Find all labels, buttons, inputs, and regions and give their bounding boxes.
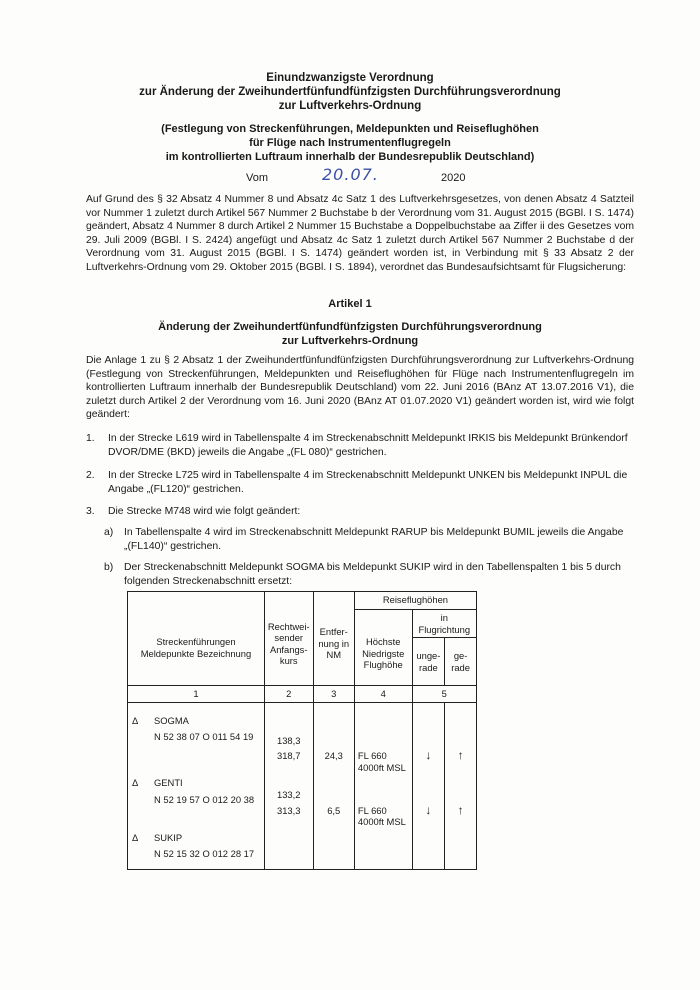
subtitle-line-1: (Festlegung von Streckenführungen, Meldepunkten und Reiseflughöhen <box>161 123 539 135</box>
date-year: 2020 <box>441 172 466 184</box>
reporting-point-name: SUKIP <box>154 831 183 843</box>
header-even: ge-rade <box>445 638 477 686</box>
subitem-text: Der Streckenabschnitt Meldepunkt SOGMA bis Meldepunkt SUKIP wird in den Tabellenspalten 1 bis 5 durch folgenden Streckenabschnitt ersetzt: <box>124 562 621 587</box>
reporting-point-coordinates: N 52 15 32 O 012 28 17 <box>154 848 255 859</box>
column-number: 3 <box>313 686 354 703</box>
reporting-point-symbol: Δ <box>132 714 139 726</box>
item-text: In der Strecke L619 wird in Tabellenspalte 4 im Streckenabschnitt Meldepunkt IRKIS bis Meldepunkt Brünkendorf DVOR/DME (BKD) jeweils die Angabe „(FL 080)“ gestrichen. <box>108 433 628 458</box>
column-number: 1 <box>128 686 265 703</box>
arrow-up-icon: ↑ <box>445 803 477 830</box>
subitem-letter: a) <box>104 527 114 538</box>
date-vom-label: Vom <box>246 172 269 184</box>
title-line-2: zur Änderung der Zweihundertfünfundfünfzigsten Durchführungsverordnung <box>139 86 561 98</box>
route-table <box>127 591 477 870</box>
header-route-description: Streckenführungen Meldepunkte Bezeichnung <box>128 592 265 686</box>
distance-value: 24,3 <box>313 748 354 775</box>
header-levels: Höchste Niedrigste Flughöhe <box>354 610 412 686</box>
subtitle-line-2: für Flüge nach Instrumentenflugregeln <box>249 137 451 149</box>
course-value: 313,3 <box>264 803 313 830</box>
distance-value: 6,5 <box>313 803 354 830</box>
course-value: 138,3 <box>264 702 313 748</box>
item-text: In der Strecke L725 wird in Tabellenspalte 4 im Streckenabschnitt Meldepunkt UNKEN bis Meldepunkt INPUL die Angabe „(FL120)“ gestrichen. <box>108 470 628 495</box>
subitem-text: In Tabellenspalte 4 wird im Streckenabschnitt Meldepunkt RARUP bis Meldepunkt BUMIL jeweils die Angabe „(FL140)“ gestrichen. <box>124 527 624 552</box>
reporting-point-coordinates: N 52 19 57 O 012 20 38 <box>154 793 255 805</box>
arrow-down-icon: ↓ <box>412 748 445 775</box>
column-number: 4 <box>354 686 412 703</box>
handwritten-date: 20.07. <box>322 165 379 184</box>
title-line-3: zur Luftverkehrs-Ordnung <box>278 100 422 112</box>
route-point-cell <box>128 775 265 830</box>
route-point-cell <box>128 830 265 870</box>
header-odd: unge-rade <box>412 638 445 686</box>
article-heading-2: zur Luftverkehrs-Ordnung <box>281 335 419 347</box>
arrow-up-icon: ↑ <box>445 748 477 775</box>
subitem-letter: b) <box>104 562 114 573</box>
header-flight-direction: in Flugrichtung <box>412 610 476 638</box>
article-label: Artikel 1 <box>328 298 372 310</box>
reporting-point-symbol: Δ <box>132 777 139 788</box>
levels-value: FL 660 4000ft MSL <box>354 748 412 775</box>
header-course: Rechtwei-sender Anfangs-kurs <box>264 592 313 686</box>
preamble-paragraph: Auf Grund des § 32 Absatz 4 Nummer 8 und Absatz 4c Satz 1 des Luftverkehrsgesetzes, von denen Absatz 4 Satzteil vor Nummer 1 zuletzt durch Artikel 567 Nummer 2 Buchstabe b der Verordnung vom 31. August 2015 (BGBl. I S. 1474) geändert, Absatz 4 Nummer 8 durch Artikel 2 Nummer 15 Buchstabe a Doppelbuchstabe aa Ziffer ii des Gesetzes vom 29. Juli 2009 (BGBl. I S. 2424) angefügt und Absatz 4c Satz 1 zuletzt durch Artikel 567 Nummer 2 Buchstabe d der Verordnung vom 31. August 2015 (BGBl. I S. 1474) geändert worden ist, in Verbindung mit § 33 Absatz 2 der Luftverkehrs-Ordnung vom 29. Oktober 2015 (BGBl. I S. 1894), verordnet das Bundesaufsichtsamt für Flugsicherung: <box>86 194 634 273</box>
article-intro-paragraph: Die Anlage 1 zu § 2 Absatz 1 der Zweihundertfünfundfünfzigsten Durchführungsverordnung zur Luftverkehrs-Ordnung (Festlegung von Streckenführungen, Meldepunkten und Reiseflughöhen für Flüge nach Instrumentenflugregeln im kontrollierten Luftraum innerhalb der Bundesrepublik Deutschland) vom 22. Juni 2016 (BAnz AT 13.07.2016 V1), die zuletzt durch Artikel 2 der Verordnung vom 16. Juni 2020 (BAnz AT 01.07.2020 V1) geändert worden ist, wird wie folgt geändert: <box>86 355 634 421</box>
column-number: 5 <box>412 686 476 703</box>
reporting-point-name: GENTI <box>154 777 183 788</box>
article-heading-1: Änderung der Zweihundertfünfundfünfzigsten Durchführungsverordnung <box>158 321 542 333</box>
item-text: Die Strecke M748 wird wie folgt geändert: <box>108 506 301 517</box>
subtitle-line-3: im kontrollierten Luftraum innerhalb der Bundesrepublik Deutschland) <box>165 151 535 163</box>
course-value: 318,7 <box>264 748 313 775</box>
course-value: 133,2 <box>264 775 313 803</box>
column-number: 2 <box>264 686 313 703</box>
levels-value: FL 660 4000ft MSL <box>354 803 412 830</box>
route-point-cell <box>128 702 265 775</box>
header-distance: Entfer-nung in NM <box>313 592 354 686</box>
item-number: 3. <box>86 506 95 517</box>
item-number: 2. <box>86 470 95 481</box>
reporting-point-name: SOGMA <box>154 714 189 726</box>
header-cruise-levels: Reiseflughöhen <box>354 592 476 610</box>
item-number: 1. <box>86 433 95 444</box>
reporting-point-coordinates: N 52 38 07 O 011 54 19 <box>154 731 254 742</box>
title-line-1: Einundzwanzigste Verordnung <box>266 72 434 84</box>
arrow-down-icon: ↓ <box>412 803 445 830</box>
reporting-point-symbol: Δ <box>132 831 139 843</box>
